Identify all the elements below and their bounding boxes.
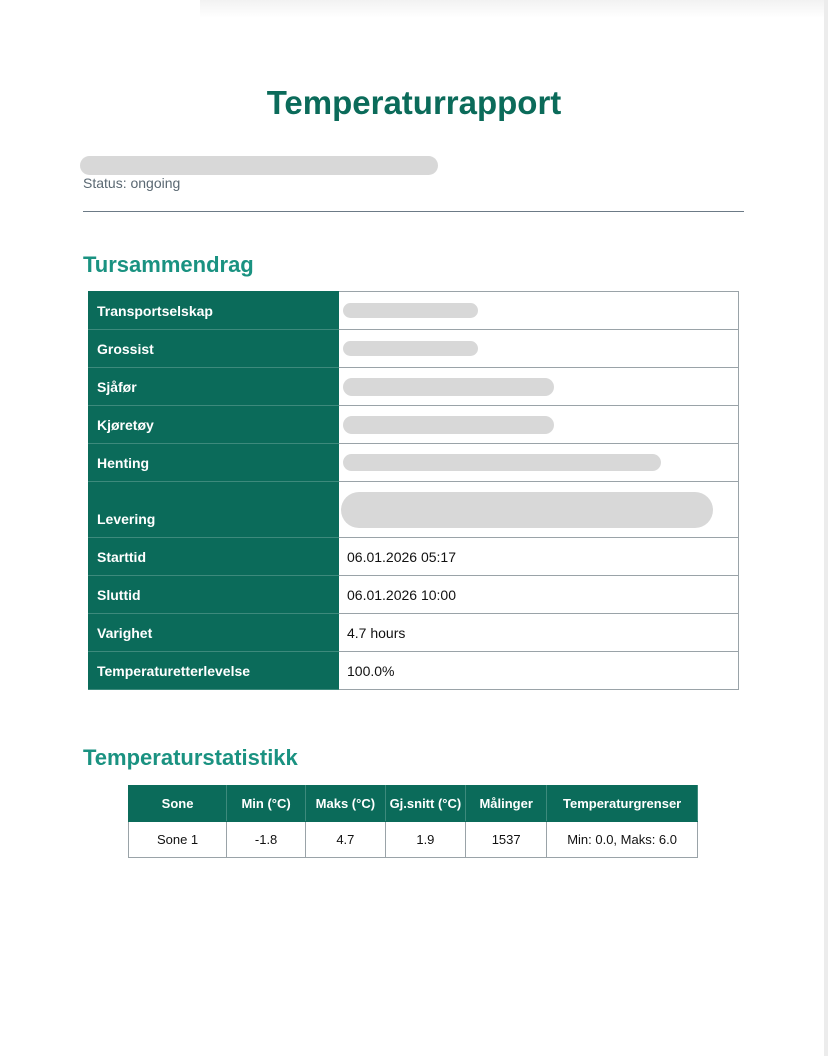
row-value: 4.7 hours bbox=[339, 614, 739, 652]
table-cell: Sone 1 bbox=[129, 822, 227, 858]
divider bbox=[83, 211, 744, 212]
stats-table bbox=[128, 785, 698, 858]
row-value bbox=[339, 292, 739, 330]
column-header: Min (°C) bbox=[227, 786, 306, 822]
row-label: Starttid bbox=[89, 538, 339, 576]
report-title: Temperaturrapport bbox=[266, 84, 562, 121]
column-header: Målinger bbox=[466, 786, 547, 822]
column-header: Temperaturgrenser bbox=[547, 786, 698, 822]
row-value bbox=[339, 406, 739, 444]
stats-heading: Temperaturstatistikk bbox=[83, 745, 298, 770]
summary-table bbox=[88, 291, 739, 690]
row-value: 06.01.2026 10:00 bbox=[339, 576, 739, 614]
row-value: 06.01.2026 05:17 bbox=[339, 538, 739, 576]
row-value bbox=[339, 368, 739, 406]
redacted-value bbox=[343, 303, 478, 318]
page-top-shadow bbox=[200, 0, 828, 18]
redacted-subtitle bbox=[80, 156, 438, 175]
table-cell: 1537 bbox=[466, 822, 547, 858]
table-row bbox=[89, 406, 739, 444]
redacted-value bbox=[343, 416, 554, 434]
redacted-value bbox=[343, 378, 554, 396]
table-row bbox=[89, 538, 739, 576]
table-row bbox=[89, 576, 739, 614]
row-label: Temperaturetterlevelse bbox=[89, 652, 339, 690]
column-header: Sone bbox=[129, 786, 227, 822]
row-label: Levering bbox=[89, 482, 339, 538]
table-cell: 1.9 bbox=[385, 822, 465, 858]
table-cell: -1.8 bbox=[227, 822, 306, 858]
row-label: Transportselskap bbox=[89, 292, 339, 330]
page-right-edge bbox=[824, 0, 828, 1056]
row-label: Kjøretøy bbox=[89, 406, 339, 444]
table-row bbox=[89, 292, 739, 330]
table-cell: 4.7 bbox=[306, 822, 386, 858]
table-row bbox=[89, 482, 739, 538]
row-label: Varighet bbox=[89, 614, 339, 652]
row-label: Grossist bbox=[89, 330, 339, 368]
row-value: 100.0% bbox=[339, 652, 739, 690]
table-row bbox=[129, 822, 698, 858]
row-value bbox=[339, 444, 739, 482]
table-header-row bbox=[129, 786, 698, 822]
redacted-value bbox=[343, 341, 478, 356]
redacted-value bbox=[341, 492, 713, 528]
table-cell: Min: 0.0, Maks: 6.0 bbox=[547, 822, 698, 858]
table-row bbox=[89, 444, 739, 482]
status-text: Status: ongoing bbox=[83, 175, 181, 191]
table-row bbox=[89, 614, 739, 652]
summary-heading: Tursammendrag bbox=[83, 252, 254, 277]
table-row bbox=[89, 652, 739, 690]
redacted-value bbox=[343, 454, 661, 471]
column-header: Gj.snitt (°C) bbox=[385, 786, 465, 822]
table-row bbox=[89, 330, 739, 368]
row-label: Sjåfør bbox=[89, 368, 339, 406]
table-row bbox=[89, 368, 739, 406]
row-value bbox=[339, 482, 739, 538]
row-value bbox=[339, 330, 739, 368]
row-label: Sluttid bbox=[89, 576, 339, 614]
column-header: Maks (°C) bbox=[306, 786, 386, 822]
row-label: Henting bbox=[89, 444, 339, 482]
